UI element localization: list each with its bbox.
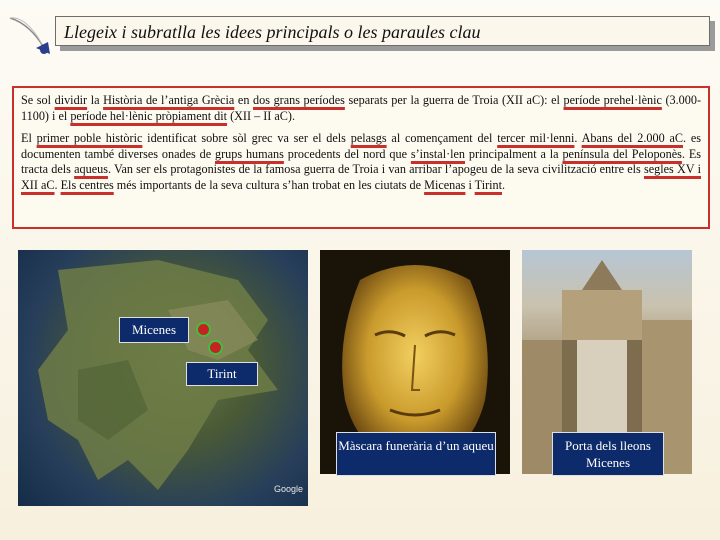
key-phrase: Tirint [474,177,502,192]
key-phrase: pelasgs [350,131,387,145]
instruction-title: Llegeix i subratlla les idees principals o les paraules clau [55,16,710,46]
key-phrase: península del Peloponès [562,146,682,161]
key-phrase: període hel·lènic pròpiament dit [70,108,228,123]
text-segment: (3.000-1100) i el [21,93,702,123]
text-segment: principalment a la [465,146,563,161]
text-segment: i [465,177,475,192]
key-phrase: segles XV i XII aC [21,162,701,192]
key-phrase: primer poble històric [36,131,143,145]
key-phrase: Abans del 2.000 aC [581,131,684,145]
text-segment: la [87,93,104,107]
paragraph-1 [21,93,701,124]
text-segment: . es documenten també diverses onades de [21,131,702,161]
map-image [18,250,308,506]
tirint-label: Tirint [186,362,258,386]
text-segment: en [234,93,254,107]
micenes-label: Micenes [119,317,189,343]
text-segment: més importants de la seva cultura s’han trobat en les ciutats de [113,177,425,192]
google-watermark: Google [274,484,304,494]
quill-icon [6,12,58,58]
micenes-marker [196,322,211,337]
key-phrase: període prehel·lènic [563,93,662,107]
text-segment: (XII – II aC). [227,108,296,123]
key-phrase: grups humans [215,146,284,161]
text-segment: separats per la guerra de Troia (XII aC): el [344,93,564,107]
key-phrase: dividir [54,93,88,107]
tirint-marker [208,340,223,355]
key-phrase: tercer mil·lenni [497,131,575,145]
mask-caption: Màscara funerària d’un aqueu [336,432,496,476]
key-phrase: s’instal·len [410,146,466,161]
text-segment: El [21,131,37,145]
key-phrase: aqueus [74,162,108,176]
key-phrase: dos grans períodes [253,93,345,107]
text-segment: . [54,177,61,192]
key-phrase: Micenas [424,177,466,192]
text-segment: al començament del [386,131,498,145]
reading-text [12,86,710,229]
text-segment: procedents del nord que [283,146,411,161]
text-segment: identificat sobre sòl grec va ser el dels [142,131,351,145]
text-segment: . [502,177,506,192]
text-segment: Se sol [21,93,55,107]
text-segment: . [574,131,582,145]
gate-caption: Porta dels lleons Micenes [552,432,664,476]
key-phrase: Història de l’antiga Grècia [103,93,235,107]
text-segment: . Es tracta dels [21,146,701,176]
key-phrase: Els centres [60,177,114,192]
text-segment: . Van ser els protagonistes de la famosa guerra de Troia i van arribar l’apogeu de la seva civilització entre els [107,162,644,176]
paragraph-2 [21,131,701,193]
